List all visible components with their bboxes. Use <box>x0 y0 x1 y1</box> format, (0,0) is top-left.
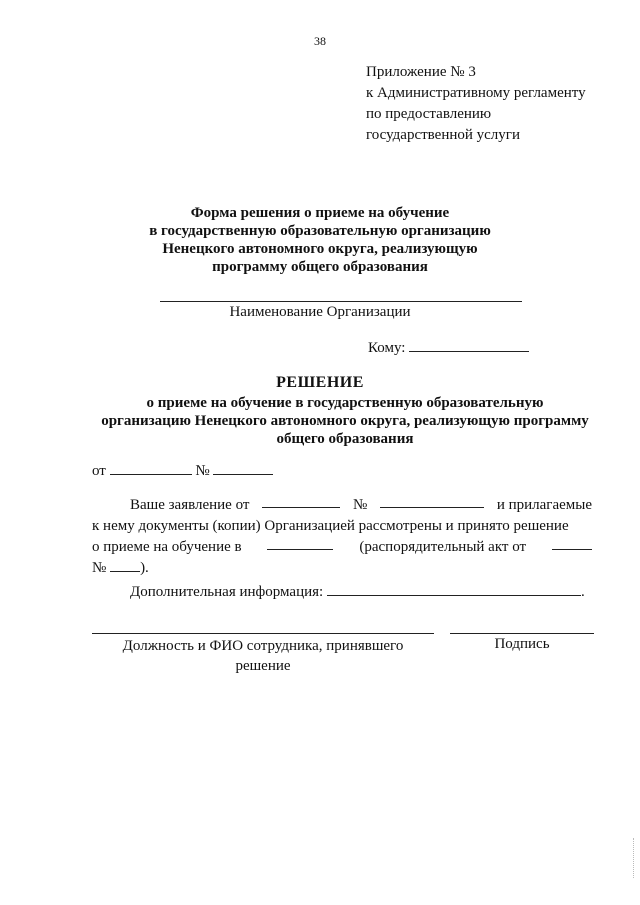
appendix-block <box>366 62 586 146</box>
signature-line[interactable] <box>450 633 594 634</box>
decision-subtitle-line: общего образования <box>276 431 414 447</box>
form-title-line: программу общего образования <box>212 259 428 275</box>
body-line <box>92 537 592 558</box>
body-line1-start: Ваше заявление от <box>130 497 250 513</box>
additional-info-field[interactable] <box>327 583 581 596</box>
body-line <box>92 516 592 537</box>
employee-caption-line: Должность и ФИО сотрудника, принявшего <box>122 638 404 654</box>
body-line1-end: и прилагаемые <box>496 497 592 513</box>
decision-subtitle-line: о приеме на обучение в государственную образовательную <box>146 395 544 411</box>
body-line2: к нему документы (копии) Организацией рассмотрены и принято решение <box>92 518 569 534</box>
organization-name-field[interactable] <box>160 301 522 302</box>
signature-caption: Подпись <box>494 636 550 652</box>
appendix-line: к Административному регламенту <box>366 85 586 101</box>
appendix-line: государственной услуги <box>366 127 520 143</box>
body-line4-end: ). <box>140 560 149 576</box>
decision-date-line <box>92 462 273 480</box>
form-title-line: в государственную образовательную организацию <box>149 223 491 239</box>
organization-caption: Наименование Организации <box>229 304 411 320</box>
addressee-label: Кому: <box>368 340 406 356</box>
act-number-field[interactable] <box>110 559 140 572</box>
appendix-line: Приложение № 3 <box>366 64 476 80</box>
decision-subtitle <box>0 394 640 448</box>
application-date-field[interactable] <box>262 495 340 508</box>
body-line <box>92 558 592 579</box>
decision-date-field[interactable] <box>110 462 192 475</box>
decision-subtitle-line: организацию Ненецкого автономного округа, реализующую программу <box>101 413 589 429</box>
employee-signature-line[interactable] <box>92 633 434 634</box>
body-line1-number: № <box>352 497 368 513</box>
form-title <box>0 204 640 276</box>
margin-mark <box>633 838 638 878</box>
act-date-field[interactable] <box>552 537 592 550</box>
employee-caption <box>92 636 434 676</box>
addressee-field[interactable] <box>409 339 529 352</box>
form-title-line: Форма решения о приеме на обучение <box>190 205 450 221</box>
body-line3-middle: (распорядительный акт от <box>359 539 527 555</box>
additional-info-label: Дополнительная информация: <box>130 584 324 600</box>
body-line <box>92 495 592 516</box>
form-title-line: Ненецкого автономного округа, реализующую <box>162 241 478 257</box>
page-number: 38 <box>314 34 326 48</box>
application-number-field[interactable] <box>380 495 484 508</box>
addressee-line <box>368 339 529 357</box>
date-number-label: № <box>195 463 210 479</box>
appendix-line: по предоставлению <box>366 106 492 122</box>
body-line3-start: о приеме на обучение в <box>92 539 242 555</box>
decision-heading: РЕШЕНИЕ <box>276 374 364 391</box>
decision-body <box>92 495 592 579</box>
additional-info-line <box>130 583 585 601</box>
decision-number-field[interactable] <box>213 462 273 475</box>
body-line4-start: № <box>92 560 107 576</box>
date-from-label: от <box>92 463 106 479</box>
organization-field[interactable] <box>267 537 333 550</box>
employee-caption-line: решение <box>235 658 291 674</box>
additional-info-end: . <box>580 584 585 600</box>
